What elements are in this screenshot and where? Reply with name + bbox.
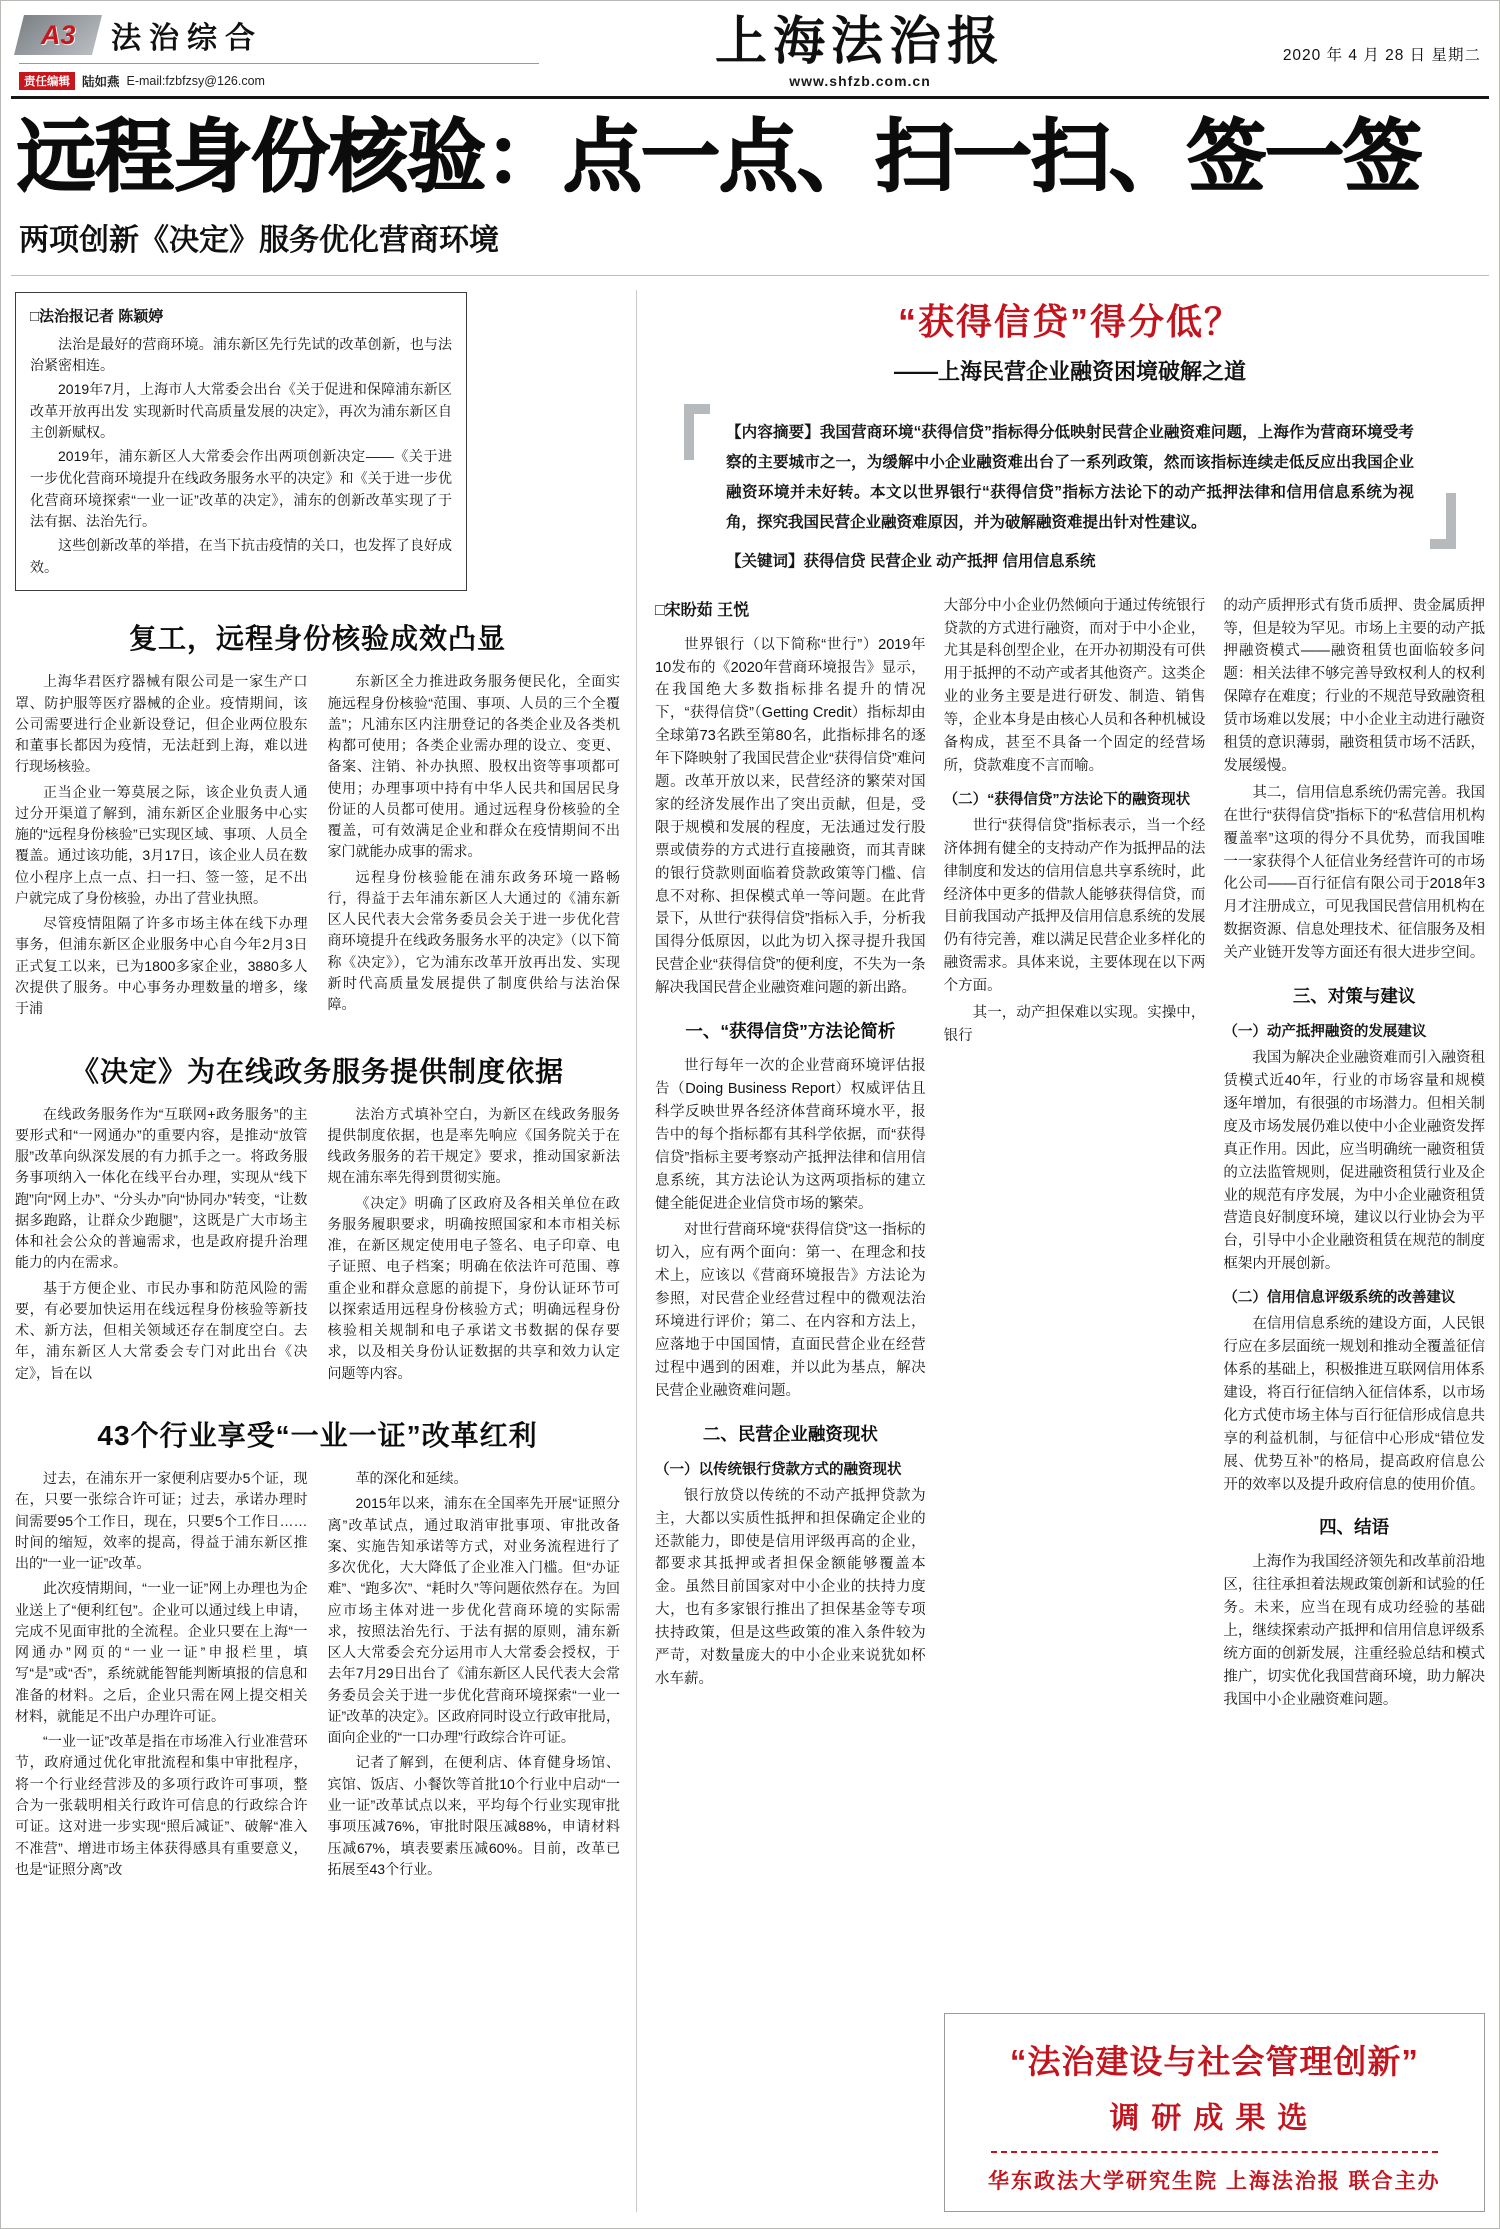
blk-h: 四、结语 bbox=[1319, 1517, 1390, 1538]
blk-sub: （二）信用信息评级系统的改善建议 bbox=[1223, 1290, 1456, 1307]
para: 《决定》明确了区政府及各相关单位在政务服务履职要求，明确按照国家和本市相关标准，在新区规定使用电子签名、电子印章、电子证照、电子档案；明确在依法许可范围、尊重企业和群众意愿的前提下，身份认证环节可以探索适用远程身份核验方式；明确远程身份核验相关规制和电子承诺文书数据的保存要求，以及相关身份认证数据的共享和效力认定问题等内容。 bbox=[327, 1194, 620, 1381]
article-subtitle: ——上海民营企业融资困境破解之道 bbox=[893, 358, 1246, 384]
blk-sub: （一）以传统银行贷款方式的融资现状 bbox=[655, 1461, 902, 1478]
page-number-badge bbox=[14, 15, 102, 55]
blk-h: 三、对策与建议 bbox=[1292, 986, 1416, 1007]
section-1-columns bbox=[15, 671, 620, 1023]
para: “一业一证”改革是指在市场准入行业准营环节，政府通过优化审批流程和集中审批程序，将一个行业经营涉及的多项行政许可事项，整合为一张载明相关行政许可信息的行政综合许可证。这对进一步实现“照后减证”、破解“准入不准营”、增进市场主体获得感具有重要意义，也是“证照分离”改 bbox=[15, 1733, 308, 1877]
blk-p: 世界银行（以下简称“世行”）2019年10发布的《2020年营商环境报告》显示，在我国绝大多数指标排名提升的情况下，“获得信贷”（Getting Credit）指标却由全球第73名跌至第80名，此指标排名的逐年下降映射了我国民营企业“获得信贷”难问题。改革开放以来，民营经济的繁荣对国家的经济发展作出了突出贡献，但是，受限于规模和发展的程度，无法通过发行股票或债券的方式进行直接融资，而其青睐的银行贷款则面临着贷款政策等门槛、信息不对称、担保模式单一等问题。在此背景下，从世行“获得信贷”指标入手，分析我国得分低原因，以此为切入探寻提升我国民营企业“获得信贷”的便利度，不失为一条解决我国民营企业融资难问题的新出路。 bbox=[655, 636, 926, 997]
para: 过去，在浦东开一家便利店要办5个证，现在，只要一张综合许可证；过去，承诺办理时间需要95个工作日，现在，只要5个工作日……时间的缩短，效率的提高，得益于浦东新区推出的“一业一证”改革。 bbox=[15, 1470, 308, 1572]
editor-label: 责任编辑 bbox=[19, 72, 75, 90]
blk-p: 上海作为我国经济领先和改革前沿地区，往往承担着法规政策创新和试验的任务。未来，应当在现有成功经验的基础上，继续探索动产抵押和信用信息评级系统方面的创新发展，注重经验总结和模式推广，切实优化我国营商环境，助力解决我国中小企业融资难问题。 bbox=[1223, 1554, 1486, 1708]
para: 正当企业一筹莫展之际，该企业负责人通过分开渠道了解到，浦东新区企业服务中心实施的“远程身份核验”已实现区域、事项、人员全覆盖。通过该功能，3月17日，该企业人员在数位小程序上点一点、扫一扫、签一签，足不出户就完成了身份核验，办出了营业执照。 bbox=[15, 783, 308, 906]
issue-date: 2020 年 4 月 28 日 星期二 bbox=[1282, 47, 1481, 64]
blk-p: 在信用信息系统的建设方面，人民银行应在多层面统一规划和推动全覆盖征信体系的基础上，积极推进互联网信用体系建设，将百行征信纳入征信体系，以市场化方式使市场主体与百行征信形成信息共享的利益机制，与征信中心形成“错位发展、优势互补”的格局，提高政府信息公开的效率以及提升政府信息的使用价值。 bbox=[1223, 1316, 1486, 1493]
reporter-byline: □法治报记者 陈颖婷 bbox=[30, 307, 164, 325]
intro-para: 法治是最好的营商环境。浦东新区先行先试的改革创新，也与法治紧密相连。 bbox=[30, 335, 452, 374]
para: 记者了解到，在便利店、体育健身场馆、宾馆、饭店、小餐饮等首批10个行业中启动“一业一证”改革试点以来，平均每个行业实现审批事项压减76%，审批时限压减88%，申请材料压减67%，填表要素压减60%。目前，改革已拓展至43个行业。 bbox=[327, 1754, 620, 1877]
masthead-title: 上海法治报 bbox=[714, 11, 1005, 72]
blk-byline: □宋盼茹 王悦 bbox=[655, 601, 750, 619]
blk-p: 其一，动产担保难以实现。实操中，银行 bbox=[943, 1005, 1206, 1045]
page-number: A3 bbox=[40, 19, 76, 50]
quote-bracket-right-icon bbox=[1430, 493, 1456, 549]
para: 基于方便企业、市民办事和防范风险的需要，有必要加快运用在线远程身份核验等新技术、新方法，但相关领域还存在制度空白。去年，浦东新区人大常委会专门对此出台《决定》，旨在以 bbox=[15, 1279, 308, 1381]
section-3-col-1 bbox=[15, 1468, 308, 1884]
page-header bbox=[11, 7, 1489, 99]
blk-p: 世行每年一次的企业营商环境评估报告（Doing Business Report）权威评估且科学反映世界各经济体营商环境水平，报告中的每个指标都有其科学依据，而“获得信贷”指标主要考察动产抵押法律和信用信息系统，其方法论认为这两项指标的建立健全能促进企业信贷市场的繁荣。 bbox=[655, 1058, 926, 1212]
intro-box bbox=[15, 292, 467, 592]
left-section-3 bbox=[15, 1414, 620, 1884]
article-title: “获得信贷”得分低？ bbox=[897, 300, 1242, 342]
editor-email: E-mail:fzbfzsy@126.com bbox=[126, 74, 265, 88]
left-article bbox=[15, 290, 637, 2212]
header-right bbox=[1181, 13, 1481, 90]
para: 革的深化和延续。 bbox=[355, 1470, 468, 1486]
right-article-body bbox=[655, 595, 1485, 2212]
right-article bbox=[655, 290, 1485, 2212]
masthead-website: www.shfzb.com.cn bbox=[789, 72, 931, 89]
left-section-2 bbox=[15, 1050, 620, 1388]
header-left bbox=[19, 13, 539, 90]
blk-p: 银行放贷以传统的不动产抵押贷款为主，大都以实质性抵押和担保确定企业的还款能力，即使是信用评级再高的企业，都要求其抵押或者担保金额能够覆盖本金。虽然目前国家对中小企业的扶持力度大，也有多家银行推出了担保基金等专项扶持政策，但是这些政策的准入条件较为严苛，对数量庞大的中小企业来说犹如杯水车薪。 bbox=[655, 1487, 926, 1687]
intro-para: 2019年，浦东新区人大常委会作出两项创新决定——《关于进一步优化营商环境提升在线政务服务水平的决定》和《关于进一步优化营商环境探索“一业一证”改革的决定》，浦东的创新改革实现了于法有据、法治先行。 bbox=[30, 448, 452, 530]
promo-box bbox=[944, 2013, 1485, 2212]
editor-info bbox=[19, 72, 539, 90]
abstract-text: 【内容摘要】我国营商环境“获得信贷”指标得分低映射民营企业融资难问题，上海作为营商环境受考察的主要城市之一，为缓解中小企业融资难出台了一系列政策，然而该指标连续走低反应出我国企业融资环境并未好转。本文以世界银行“获得信贷”指标方法论下的动产抵押法律和信用信息系统为视角，探究我国民营企业融资难原因，并为破解融资难提出针对性建议。 bbox=[726, 423, 1414, 532]
page-body bbox=[11, 276, 1489, 2218]
blk-p: 世行“获得信贷”指标表示，当一个经济体拥有健全的支持动产作为抵押品的法律制度和发达的信用信息共享系统时，此经济体中更多的借款人能够获得信贷，而目前我国动产抵押及信用信息系统的发展仍有待完善，难以满足民营企业多样化的融资需求。具体来说，主要体现在以下两个方面。 bbox=[943, 817, 1206, 995]
header-center bbox=[539, 13, 1181, 90]
right-cols-2-3 bbox=[944, 595, 1485, 2013]
intro-para: 这些创新改革的举措，在当下抗击疫情的关口，也发挥了良好成效。 bbox=[30, 536, 452, 575]
editor-name: 陆如燕 bbox=[82, 75, 120, 89]
badge-row bbox=[19, 13, 539, 64]
section-title-2: 《决定》为在线政务服务提供制度依据 bbox=[70, 1055, 564, 1087]
right-col-2 bbox=[944, 595, 1206, 2013]
blk-cont: 的动产质押形式有货币质押、贵金属质押等，但是较为罕见。市场上主要的动产抵押融资模式——融资租赁也面临较多问题：相关法律不够完善导致权利人的权利保障存在难度；行业的不规范导致融资租赁市场难以发展；中小企业主动进行融资租赁的意识薄弱，融资租赁市场不活跃，发展缓慢。 bbox=[1223, 597, 1486, 774]
para: 东新区全力推进政务服务便民化，全面实施远程身份核验“范围、事项、人员的三个全覆盖”；凡浦东区内注册登记的各类企业及各类机构都可使用；各类企业需办理的设立、变更、备案、注销、补办执照、股权出资等事项都可使用；办理事项中持有中华人民共和国居民身份证的人员都可使用。通过远程身份核验的全覆盖，可有效满足企业和群众在疫情期间不出家门就能办成事的需求。 bbox=[327, 673, 620, 860]
para: 此次疫情期间，“一业一证”网上办理也为企业送上了“便利红包”。企业可以通过线上申请，完成不见面审批的全流程。企业只要在上海“一网通办”网页的“一业一证”申报栏里，填写“是”或“否”，系统就能智能判断填报的信息和准备的材料。之后，企业只需在网上提交相关材料，就能足不出户办理许可证。 bbox=[15, 1580, 308, 1724]
abstract-box bbox=[684, 404, 1456, 579]
para: 远程身份核验能在浦东政务环境一路畅行，得益于去年浦东新区人大通过的《浦东新区人民代表大会常务委员会关于进一步优化营商环境提升在线政务服务水平的决定》（以下简称《决定》），它为浦东改革开放再出发、实现新时代高质量发展提供了制度供给与法治保障。 bbox=[327, 868, 620, 1013]
right-col-3 bbox=[1223, 595, 1485, 2013]
quote-bracket-left-icon bbox=[684, 404, 710, 460]
section-2-col-2 bbox=[328, 1104, 621, 1388]
section-name: 法治综合 bbox=[111, 22, 263, 55]
para: 尽管疫情阻隔了许多市场主体在线下办理事务，但浦东新区企业服务中心自今年2月3日正式复工以来，已为1800多家企业，3880多人次提供了服务。中心事务办理数量的增多，缘于浦 bbox=[15, 915, 308, 1017]
promo-title: “法治建设与社会管理创新” bbox=[1009, 2043, 1419, 2080]
section-2-columns bbox=[15, 1104, 620, 1388]
blk-sub: （一）动产抵押融资的发展建议 bbox=[1223, 1024, 1427, 1041]
right-col-1 bbox=[655, 595, 926, 2212]
section-title-3: 43个行业享受“一业一证”改革红利 bbox=[97, 1420, 538, 1451]
keywords-line: 【关键词】获得信贷 民营企业 动产抵押 信用信息系统 bbox=[726, 552, 1096, 570]
blk-sub: （二）“获得信贷”方法论下的融资现状 bbox=[943, 791, 1191, 808]
blk-h: 一、“获得信贷”方法论简析 bbox=[685, 1021, 896, 1042]
blk-p: 我国为解决企业融资难而引入融资租赁模式近40年，行业的市场容量和规模逐年增加，有很强的市场潜力。但相关制度及市场发展仍难以使中小企业融资发挥真正作用。因此，应当明确统一融资租赁的立法监管规则，促进融资租赁行业及企业的规范有序发展，为中小企业融资租赁营造良好制度环境，建议以行业协会为平台，引导中小企业融资租赁在规范的制度框架内开展创新。 bbox=[1223, 1050, 1486, 1273]
intro-para: 2019年7月，上海市人大常委会出台《关于促进和保障浦东新区改革开放再出发 实现新时代高质量发展的决定》，再次为浦东新区自主创新赋权。 bbox=[30, 381, 452, 441]
promo-subtitle: 调研成果选 bbox=[1109, 2102, 1320, 2135]
section-1-col-2 bbox=[328, 671, 621, 1023]
promo-organizers: 华东政法大学研究生院 上海法治报 联合主办 bbox=[988, 2170, 1441, 2193]
section-3-columns bbox=[15, 1468, 620, 1884]
promo-divider bbox=[991, 2151, 1438, 2153]
left-section-1 bbox=[15, 617, 620, 1023]
section-3-col-2 bbox=[328, 1468, 621, 1884]
blk-h: 二、民营企业融资现状 bbox=[702, 1423, 878, 1444]
section-2-col-1 bbox=[15, 1104, 308, 1388]
intro-paragraphs bbox=[30, 334, 452, 579]
section-1-col-1 bbox=[15, 671, 308, 1023]
para: 法治方式填补空白，为新区在线政务服务提供制度依据，也是率先响应《国务院关于在线政务服务的若干规定》要求，推动国家新法规在浦东率先得到贯彻实施。 bbox=[327, 1105, 620, 1186]
headline-block bbox=[11, 99, 1489, 276]
section-title-1: 复工，远程身份核验成效凸显 bbox=[128, 623, 506, 655]
blk-p: 对世行营商环境“获得信贷”这一指标的切入，应有两个面向：第一、在理念和技术上，应该以《营商环境报告》方法论为参照，对民营企业经营过程中的微观法治环境进行评价；第二、在内容和方法上，应落地于中国国情，直面民营企业在经营过程中遇到的困难，并以此为基点，解决民营企业融资难问题。 bbox=[655, 1222, 926, 1399]
blk-cont: 大部分中小企业仍然倾向于通过传统银行贷款的方式进行融资，而对于中小企业，尤其是科创型企业，在开办初期没有可供用于抵押的不动产或者其他资产。这类企业的业务主要是进行研发、制造、销售等，企业本身是由核心人员和各种机械设备构成，甚至不具备一个固定的经营场所，贷款难度不言而喻。 bbox=[943, 597, 1206, 774]
para: 上海华君医疗器械有限公司是一家生产口罩、防护服等医疗器械的企业。疫情期间，该公司需要进行企业新设登记，但企业两位股东和董事长都因为疫情，无法赶到上海，难以进行现场核验。 bbox=[15, 673, 308, 775]
para: 在线政务服务作为“互联网+政务服务”的主要形式和“一网通办”的重要内容，是推动“放管服”改革向纵深发展的有力抓手之一。将政务服务事项纳入一体化在线平台办理，实现从“线下跑”向“网上办”、“分头办”向“协同办”转变，“让数据多跑路，让群众少跑腿”，这既是广大市场主体和社会公众的普遍需求，也是政府提升治理能力的内在需求。 bbox=[15, 1105, 308, 1271]
headline-deck: 两项创新《决定》服务优化营商环境 bbox=[19, 223, 499, 257]
right-cols-2-3-wrap bbox=[944, 595, 1485, 2212]
para: 2015年以来，浦东在全国率先开展“证照分离”改革试点，通过取消审批事项、审批改备案、实施告知承诺等方式，对业务流程进行了多次优化，大大降低了企业准入门槛。但“办证难”、“跑多次”、“耗时久”等问题依然存在。为回应市场主体对进一步优化营商环境的实际需求，按照法治先行、于法有据的原则，浦东新区人大常委会充分运用市人大常委会授权，于去年7月29日出台了《浦东新区人民代表大会常务委员会关于进一步优化营商环境探索“一业一证”改革的决定》。区政府同时设立行政审批局，面向企业的“一口办理”行政综合许可证。 bbox=[327, 1495, 620, 1746]
blk-p: 其二，信用信息系统仍需完善。我国在世行“获得信贷”指标下的“私营信用机构覆盖率”这项的得分不具优势，而我国唯一一家获得个人征信业务经营许可的市场化公司——百行征信有限公司于2018年3月才注册成立，可见我国民营信用机构在数据资源、信息处理技术、征信服务及相关产业链开发等方面还有很大进步空间。 bbox=[1223, 784, 1486, 962]
main-headline: 远程身份核验：点一点、扫一扫、签一签 bbox=[17, 112, 1421, 201]
